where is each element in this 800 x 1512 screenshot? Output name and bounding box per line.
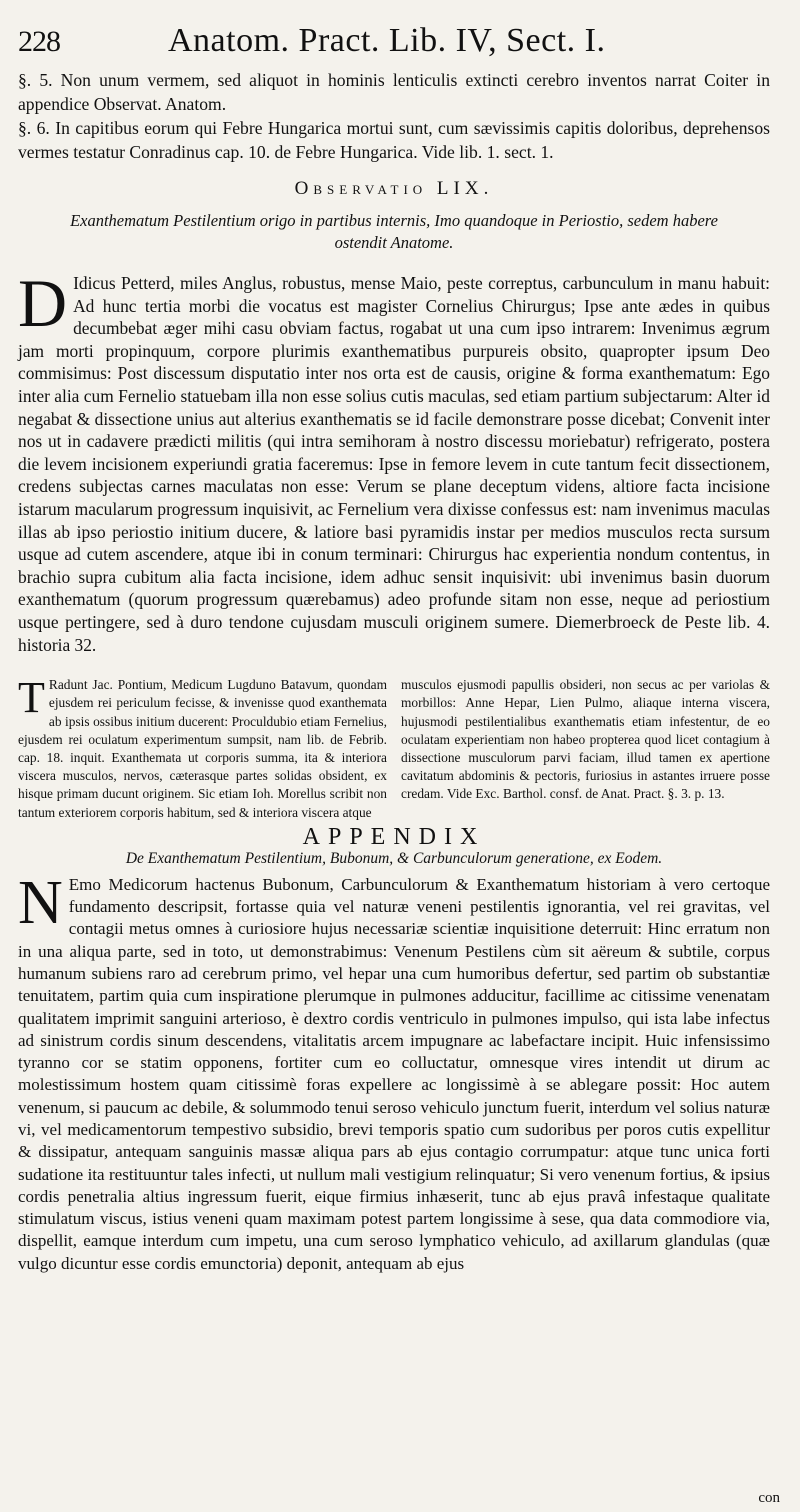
drop-cap: D [18, 265, 68, 341]
left-column [18, 673, 387, 822]
left-column-text: Radunt Jac. Pontium, Medicum Lugduno Batavum, quondam ejusdem rei periculum fecisse, & invenisse quod exanthemata ab ipsis ossibus initium ducerent: Proculdubio etiam Fernelius, ejusdem rei oculatum experimentum sumpsit, nam lib. de Febrib. cap. 18. inquit. Exanthemata ut corporis summa, ita & interiora viscera musculos, nervos, cæterasque partes solidas obsident, ex hisque primam ducunt originem. Sic etiam Ioh. Morellus scribit non tantum exteriorem corporis habitum, sed & interiora viscera atque [18, 677, 387, 820]
page-number: 228 [18, 25, 60, 58]
page-header [18, 22, 770, 60]
observation-subtitle: Exanthematum Pestilentium origo in partibus internis, Imo quandoque in Periostio, sedem habere ostendit Anatome. [70, 211, 718, 252]
observation-body [18, 265, 770, 656]
drop-cap: T [18, 673, 45, 723]
intro-paragraph-5: §. 5. Non unum vermem, sed aliquot in hominis lenticulis extincti cerebro inventos narrat Coiter in appendice Observat. Anatom. [18, 70, 770, 114]
drop-cap: N [18, 868, 63, 937]
appendix-title: APPENDIX [302, 823, 486, 850]
running-title: Anatom. Pract. Lib. IV, Sect. I. [168, 22, 606, 59]
appendix-text: Emo Medicorum hactenus Bubonum, Carbunculorum & Exanthematum historiam à vero certoque fundamento descripsit, fortasse quia vel naturæ veneni pestilentis ignorantia, vel rei gravitas, vel contagii metus omnes à curiosiore hujus necessariæ scientiæ inquisitione deterruit: Hinc erratum non in una aliqua parte, sed in toto, ut demonstrabimus: Venenum Pestilens cùm sit aëreum & subtile, corpus humanum subiens raro ad cerebrum primo, vel hepar una cum humoribus defertur, sed partim ob substantiæ tenuitatem, partim quia cum inspiratione plerumque in pulmones adducitur, facillime ac citissime venenatam qualitatem imprimit sanguini arterioso, è dextro cordis ventriculo in pulmones impulso, qui ista labe infectus ad sinistrum cordis sinum descendens, vitalitatis arcem impugnare ac labefactare incipit. Huic infensissimo tyranno cor se statim opponens, fortiter cum eo colluctatur, omnesque vires intendit ut dirum ac molestissimum hostem quam citissimè foras expellere ac longissimè à se ablegare possit: Hoc autem venenum, si paucum ac debile, & solummodo tenui seroso vehiculo junctum fuerit, interdum vel solius naturæ vi, vel medicamentorum tempestivo subsidio, brevi temporis spatio cum sudoribus per poros cutis expellitur & dissipatur, antequam sanguinis massæ aliqua pars ab ejus contagio corrumpatur: atque tunc unica forti sudatione ita restituuntur tales infecti, ut nullum mali vestigium relinquatur; Si vero venenum fortius, & ipsius cordis penetralia altius ingressum fuerit, eique firmius inhæserit, tunc ab ejus pravâ infestaque qualitate stimulatum viscus, istius veneni quam maximam potest partem longissime à sese, qua data commodiore via, dispellit, eamque interdum cum impetu, una cum seroso lymphatico vehiculo, ad axillarum glandulas (quæ vulgo dicuntur esse cordis emunctoria) deponit, antequam ab ejus [18, 874, 770, 1273]
observation-title: Observatio LIX. [294, 178, 494, 199]
catchword: con [758, 1490, 780, 1506]
appendix-subtitle: De Exanthematum Pestilentium, Bubonum, & Carbunculorum generatione, ex Eodem. [125, 849, 663, 867]
observation-text: Idicus Petterd, miles Anglus, robustus, mense Maio, peste correptus, carbunculum in manu habuit: Ad hunc tertia morbi die vocatus est magister Cornelius Chirurgus; Ipse ante ædes in quibus decumbebat æger mihi casu obviam factus, rogabat ut una cum ipso intrarem: Invenimus ægrum jam morti propinquum, corpore plurimis exanthematibus purpureis obsito, quapropter ipsum Deo commisimus: Post discessum disputatio inter nos orta est de causis, origine & forma exanthematum: Ego inter alia cum Fernelio statuebam illa non esse solius cutis maculas, sed etiam partium subjectarum: Alter id negabat & dissectione unius aut alterius exanthematis se id facile demonstrare posse dicebat; Convenit inter nos ut in cadavere prædicti militis (qui intra semihoram à nostro discessu moriebatur) refrigerato, postera die levem incisionem experiundi gratia faceremus: Ipse in femore levem in cute tantum fecit dissectionem, credens subjectas carnes maculatas non esse: Verum se plane deceptum videns, altiore facta incisione istarum macularum progressum inquisivit, ac Fernelium vera dixisse confessus est: nam invenimus maculas illas ab ipso periostio initium ducere, & latiore basi pyramidis instar per medios musculos recta sursum usque ad cutem ascendere, atque ibi in conum terminari: Chirurgus hac experientia nondum contentus, in brachio supra cubitum alia facta incisione, idem adhuc sensit inquisivit: ubi invenimus basin duorum exanthematum (quorum progressum quærebamus) adeo profunde sitam non esse, neque ad periostium usque pertingere, sed à duro tendone cujusdam musculi originem sumere. Diemerbroeck de Peste lib. 4. historia 32. [18, 273, 770, 655]
appendix-body [18, 868, 770, 1275]
intro-paragraph-6: §. 6. In capitibus eorum qui Febre Hungarica mortui sunt, cum sævissimis capitis doloribus, deprehensos vermes testatur Conradinus cap. 10. de Febre Hungarica. Vide lib. 1. sect. 1. [18, 118, 770, 162]
right-column: musculos ejusmodi papullis obsideri, non secus ac per variolas & morbillos: Anne Hepar, Lien Pulmo, aliaque interna viscera, hujusmodi pestilentialibus exanthematis etiam infestentur, de eo oculatam experientiam non habeo propterea quod licet contagium à dissectione musculorum parvi faciam, illud tamen ex apertione cavitatum abdominis & pectoris, furiosius in astantes irruere posse credam. Vide Exc. Barthol. consf. de Anat. Pract. §. 3. p. 13. [401, 677, 770, 802]
two-column-notes [18, 673, 770, 822]
